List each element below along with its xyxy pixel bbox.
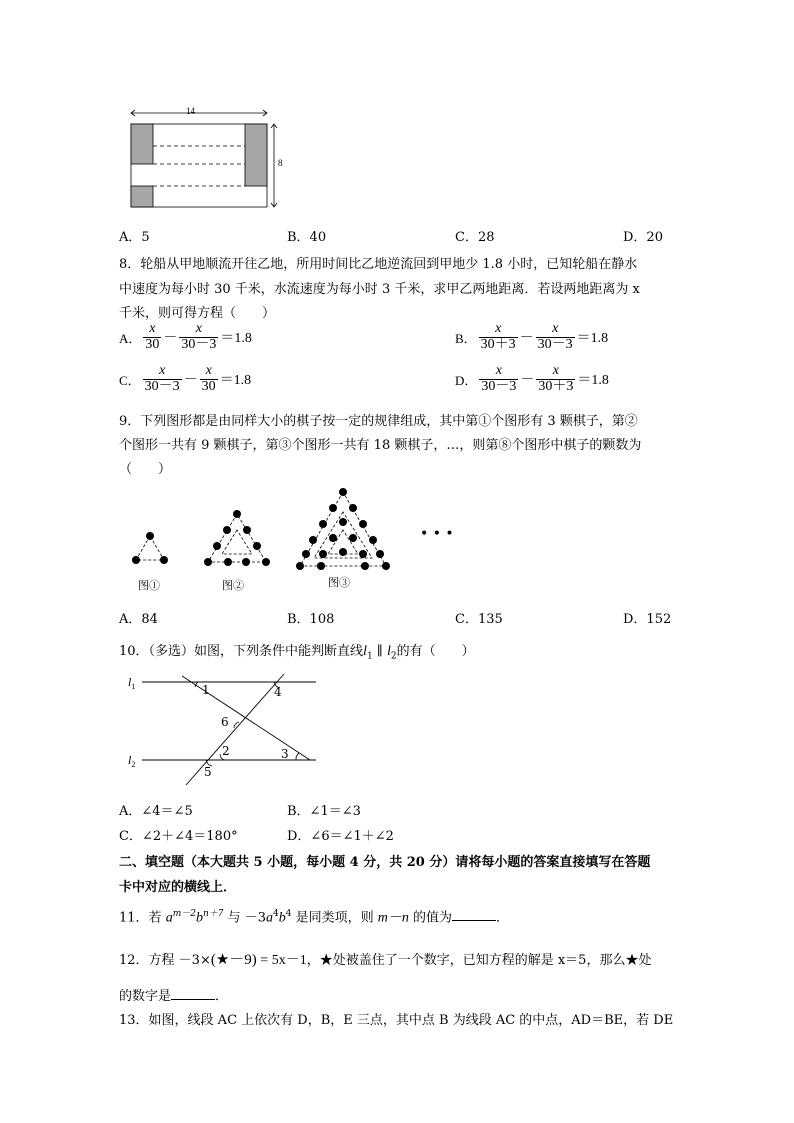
q9-fig2-label: 图②: [222, 579, 244, 592]
q9-option-c: C．135: [455, 612, 503, 627]
q8-option-c: C． $\frac{x}{30-3}$ － $\frac{x}{30}$ ＝1.8: [119, 363, 252, 394]
q10-angle-2: 2: [222, 744, 230, 758]
q8-option-b: B． $\frac{x}{30+3}$ － $\frac{x}{30-3}$ ＝1.8: [455, 321, 609, 352]
q10-angle-4: 4: [274, 685, 282, 699]
q10-parallel-lines-figure: [124, 670, 334, 790]
fig7-height-label: 8: [278, 158, 283, 168]
q9-option-b: B．108: [287, 612, 335, 627]
q7-option-c: C．28: [455, 230, 495, 245]
q9-text-line2: 个图形一共有 9 颗棋子，第③个图形一共有 18 颗棋子，…，则第⑧个图形中棋子的颗数为: [119, 438, 642, 453]
q10-fig-l1: l: [128, 675, 132, 689]
q9-fig1-label: 图①: [138, 579, 160, 592]
q7-option-b: B．40: [287, 230, 327, 245]
q9-dot-triangles-figure: [120, 482, 480, 597]
q10-option-c: C．∠2＋∠4＝180°: [119, 829, 238, 844]
q10-fig-l2: l: [128, 753, 132, 767]
q8-text-line3: 千米，则可得方程（ ）: [119, 306, 276, 321]
q7-rectangle-figure: [124, 102, 294, 212]
fig7-width-label: 14: [186, 106, 195, 116]
q9-option-d: D．152: [623, 612, 672, 627]
q10-fig-l1-sub: 1: [131, 682, 136, 691]
q12-text: 12．方程 －3×(★－9) = 5x－1，★处被盖住了一个数字，已知方程的解是 x＝5，那么★处: [119, 952, 652, 968]
q9-text-line1: 9．下列图形都是由同样大小的棋子按一定的规律组成，其中第①个图形有 3 颗棋子，第②: [119, 414, 638, 429]
q8-option-a: A． $\frac{x}{30}$ － $\frac{x}{30-3}$ ＝1.8: [119, 321, 252, 352]
q10-option-d: D．∠6＝∠1＋∠2: [287, 829, 394, 844]
svg-text:l1: [128, 675, 135, 691]
q8-text-line2: 中速度为每小时 30 千米，水流速度为每小时 3 千米，求甲乙两地距离．若设两地距离为 x: [119, 282, 640, 297]
q12-answer-blank[interactable]: [171, 987, 215, 1000]
q11-answer-blank[interactable]: [452, 908, 496, 921]
q9-ellipsis: • • •: [420, 526, 454, 542]
q8-option-d: D． $\frac{x}{30-3}$ － $\frac{x}{30+3}$ ＝1.8: [455, 363, 609, 394]
section2-heading-line1: 二、填空题（本大题共 5 小题，每小题 4 分，共 20 分）请将每小题的答案直接填写在答题: [119, 855, 651, 870]
q10-option-b: B．∠1＝∠3: [287, 804, 361, 819]
q10-fig-l2-sub: 2: [131, 760, 136, 769]
q13-text: 13．如图，线段 AC 上依次有 D，B，E 三点，其中点 B 为线段 AC 的中点，AD＝BE，若 DE: [119, 1013, 674, 1028]
q9-text-line3: （ ）: [119, 462, 172, 477]
section2-heading-line2: 卡中对应的横线上．: [119, 880, 237, 895]
q8-text-line1: 8．轮船从甲地顺流开往乙地，所用时间比乙地逆流回到甲地少 1.8 小时，已知轮船在静水: [119, 257, 638, 272]
q9-option-a: A．84: [119, 612, 158, 627]
q9-figure-2: [204, 510, 270, 566]
q7-option-d: D．20: [623, 230, 663, 245]
q10-option-a: A．∠4＝∠5: [119, 804, 193, 819]
q9-figure-3: [296, 488, 390, 570]
q12-line2: 的数字是 ．: [119, 989, 229, 1004]
q9-fig3-label: 图③: [328, 576, 350, 589]
q10-angle-5: 5: [204, 765, 212, 779]
q7-option-a: A．5: [119, 230, 150, 245]
q10-angle-3: 3: [281, 747, 289, 761]
q9-figure-1: [132, 532, 168, 564]
q11-text: 11．若 $a^{m-2}b^{n+7}$ 与 $-3a^4b^4$ 是同类项，则 m－n 的值为 ．: [119, 909, 510, 926]
svg-text:l2: [128, 753, 135, 769]
q10-angle-6: 6: [221, 715, 229, 729]
q10-text: 10．（多选）如图，下列条件中能判断直线$l_1$ ∥ $l_2$的有（ ）: [119, 644, 475, 662]
q10-angle-1: 1: [202, 683, 210, 697]
